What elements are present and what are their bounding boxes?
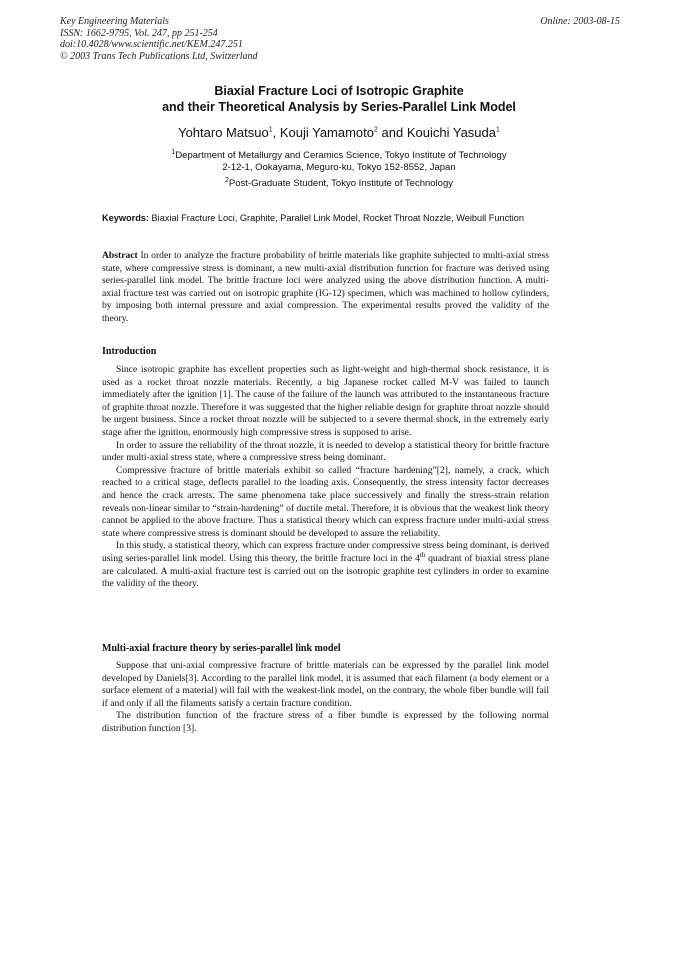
intro-paragraph-1: Since isotropic graphite has excellent properties such as light-weight and high-thermal shock resistance, it is used as a rocket throat nozzle materials. Recently, a big Japanese rocket called M-V was failed to launch immediately after the ignition [1]. The cause of the failure of the launch was attributed to the instantaneous fracture of graphite throat nozzle. Therefore it was suggested that the higher reliable design for graphite throat nozzle should be urgent business. Since a rocket throat nozzle will be subjected to a severe thermal shock, in the extremely early stage after the ignition, enormously high compressive stress is supposed to arise. <box>102 364 549 438</box>
journal-doi: doi:10.4028/www.scientific.net/KEM.247.251 <box>60 39 243 50</box>
affiliation-1-line-1: Department of Metallurgy and Ceramics Science, Tokyo Institute of Technology <box>175 150 507 161</box>
online-date: Online: 2003-08-15 <box>540 16 620 27</box>
keywords-label: Keywords: <box>102 213 149 223</box>
author-3: Kouichi Yasuda <box>406 125 496 140</box>
author-2: Kouji Yamamoto <box>279 125 375 140</box>
affiliation-2-marker: 2 <box>224 176 229 184</box>
journal-header <box>60 16 620 62</box>
keywords-text: Biaxial Fracture Loci, Graphite, Parallel Link Model, Rocket Throat Nozzle, Weibull Function <box>151 213 524 223</box>
introduction-heading: Introduction <box>102 346 157 357</box>
author-1: Yohtaro Matsuo <box>178 125 269 140</box>
journal-name: Key Engineering Materials <box>60 16 169 27</box>
intro-paragraph-3: Compressive fracture of brittle materials exhibit so called “fracture hardening”[2], namely, a crack, which reached to a critical stage, deflects parallel to the loading axis. Consequently, the stress intensity factor decreases and hence the crack arrests. The same phenomena take place successively and finally the stress-strain relation reveals non-linear similar to “strain-hardening” of ductile metal. Therefore, it is obvious that the weakest link theory cannot be applied to the above fracture. Thus a statistical theory which can express fracture under multi-axial stress state where compressive stress is dominant should be developed to assure the reliability. <box>102 464 549 539</box>
author-list <box>0 125 678 141</box>
theory-paragraph-1: Suppose that uni-axial compressive fracture of brittle materials can be expressed by the parallel link model developed by Daniels[3]. According to the parallel link model, it is assumed that each filament (a body element or a surface element of a material) will fail with the weakest-link model, on the contrary, the whole fiber bundle will fail if and only if all the filaments satisfy a certain fracture condition. <box>102 660 549 709</box>
keywords <box>102 213 552 225</box>
theory-body <box>102 660 549 736</box>
intro-paragraph-2: In order to assure the reliability of the throat nozzle, it is needed to develop a statistical theory for brittle fracture under multi-axial stress state, where a compressive stress being dominant. <box>102 439 549 464</box>
theory-heading: Multi-axial fracture theory by series-parallel link model <box>102 643 341 654</box>
author-1-affiliation: 1 <box>268 126 273 134</box>
author-separator: and <box>377 125 407 140</box>
affiliation-2 <box>0 178 678 190</box>
abstract-text: In order to analyze the fracture probability of brittle materials like graphite subjected to multi-axial stress state, where compressive stress is dominant, a new multi-axial distribution function for fracture was derived using series-parallel link model. The brittle fracture loci were analyzed using the above distribution function. A multi-axial fracture test was carried out on isotropic graphite (IG-12) specimen, which was machined to hollow cylinders, by imposing both internal pressure and axial compression. The experimental results proved the validity of the theory. <box>102 250 549 324</box>
affiliation-1-marker: 1 <box>171 148 176 156</box>
journal-issn: ISSN: 1662-9795, Vol. 247, pp 251-254 <box>60 27 218 39</box>
intro-paragraph-4: In this study, a statistical theory, which can express fracture under compressive stress being dominant, is derived using series-parallel link model. Using this theory, the brittle fracture loci in the 4th quadrant of biaxial stress plane are calculated. A multi-axial fracture test is carried out on the isotropic graphite test cylinders in order to examine the validity of the theory. <box>102 540 549 590</box>
affiliation-1 <box>0 150 678 174</box>
affiliation-1-line-2: 2-12-1, Ookayama, Meguro-ku, Tokyo 152-8552, Japan <box>222 162 456 173</box>
author-separator: , <box>272 125 280 140</box>
superscript-th: th <box>419 550 426 559</box>
author-3-affiliation: 1 <box>495 126 500 134</box>
author-2-affiliation: 2 <box>374 126 378 134</box>
abstract <box>102 250 549 326</box>
affiliation-2-text: Post-Graduate Student, Tokyo Institute of Technology <box>228 178 453 189</box>
paper-title <box>0 83 678 115</box>
journal-copyright: © 2003 Trans Tech Publications Ltd, Switzerland <box>60 50 258 62</box>
abstract-label: Abstract <box>102 250 138 261</box>
title-line-2: and their Theoretical Analysis by Series-Parallel Link Model <box>162 100 516 114</box>
introduction-body <box>102 364 549 591</box>
theory-paragraph-2: The distribution function of the fracture stress of a fiber bundle is expressed by the following normal distribution function [3]. <box>102 710 549 734</box>
title-line-1: Biaxial Fracture Loci of Isotropic Graphite <box>214 84 464 98</box>
